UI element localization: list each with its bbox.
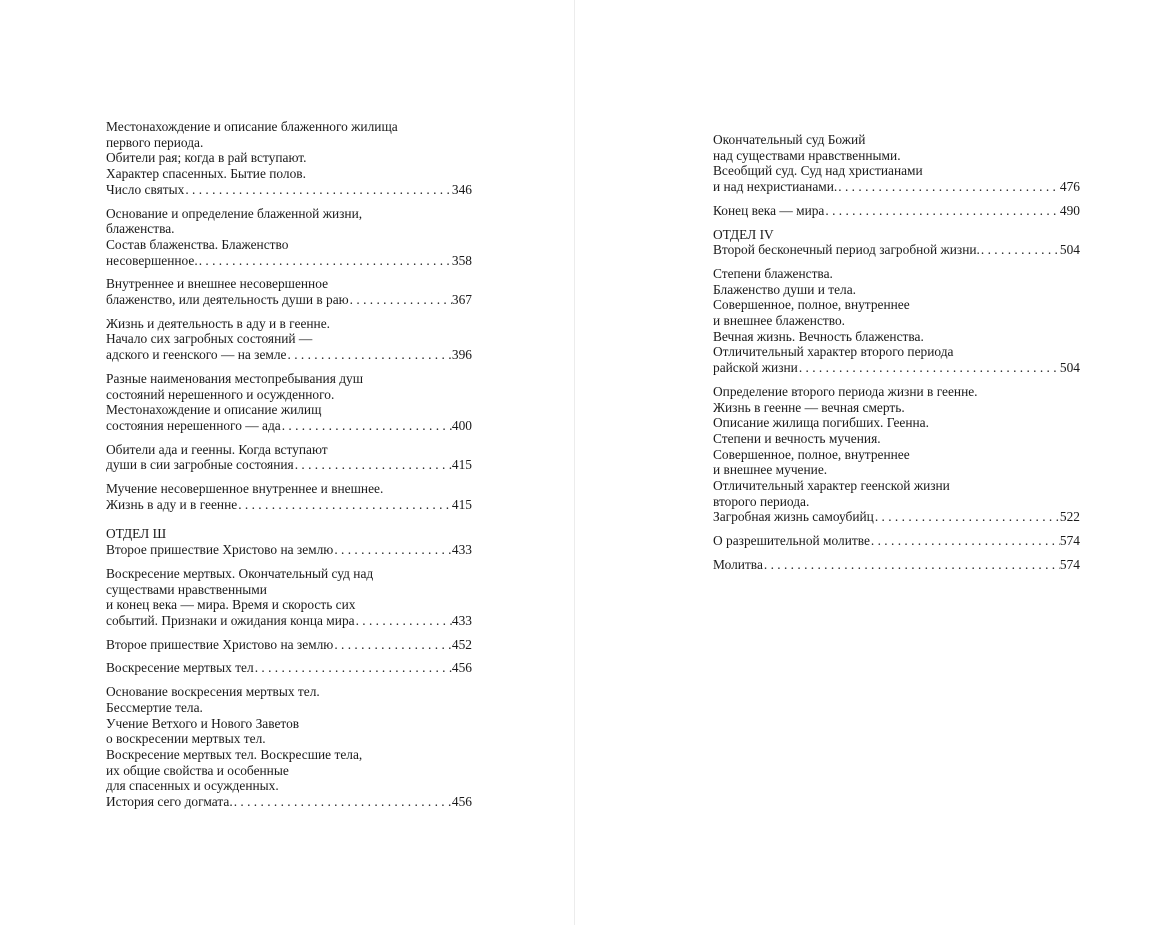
toc-entry[interactable] (106, 566, 472, 629)
toc-section-4 (713, 227, 1080, 573)
dot-leader (824, 203, 1060, 219)
toc-entry-line: и конец века — мира. Время и скорость сих (106, 597, 356, 613)
section-3-entries (106, 542, 472, 810)
dot-leader (184, 182, 452, 198)
toc-entry-title: О разрешительной молитве (713, 533, 870, 549)
toc-entry-leader-line (106, 347, 472, 363)
dot-leader (237, 497, 452, 513)
toc-entry[interactable] (713, 384, 1080, 525)
toc-entry[interactable] (713, 557, 1080, 573)
toc-entry-line: Жизнь в геенне — вечная смерть. (713, 399, 905, 415)
toc-entry-line: Обители рая; когда в рай вступают. (106, 150, 307, 166)
dot-leader (333, 637, 452, 653)
toc-entry-title: Второе пришествие Христово на землю (106, 542, 334, 558)
toc-entry-title: Молитва (713, 556, 763, 572)
toc-entry[interactable] (106, 371, 472, 434)
toc-page-number: 574 (1059, 556, 1080, 572)
toc-entry[interactable] (713, 203, 1080, 219)
toc-entry-title: История сего догмата. (106, 794, 233, 810)
toc-entry-title: Конец века — мира (713, 202, 825, 218)
toc-entry[interactable] (106, 542, 472, 558)
toc-entry-title: Жизнь в аду и в геенне (106, 496, 238, 512)
toc-entry[interactable] (106, 276, 472, 307)
toc-entry-title: райской жизни (713, 360, 798, 376)
toc-page-number: 476 (1059, 179, 1080, 195)
toc-entry-line: Определение второго периода жизни в геенне. (713, 383, 978, 399)
toc-entry-leader-line (713, 179, 1080, 195)
toc-page-number: 574 (1059, 533, 1080, 549)
toc-page-number: 490 (1059, 202, 1080, 218)
toc-page-number: 396 (451, 347, 472, 363)
dot-leader (763, 557, 1060, 573)
toc-entry-leader-line (106, 497, 472, 513)
toc-entry-leader-line (713, 203, 1080, 219)
toc-entry-line: Учение Ветхого и Нового Заветов (106, 715, 300, 731)
toc-page-number: 522 (1059, 509, 1080, 525)
toc-entry-title: и над нехристианами. (713, 179, 838, 195)
toc-section-3 (106, 526, 472, 809)
toc-entry-line: Начало сих загробных состояний — (106, 331, 313, 347)
toc-entry-line: их общие свойства и особенные (106, 762, 289, 778)
toc-entry-leader-line (106, 457, 472, 473)
toc-entry-leader-line (106, 660, 472, 676)
toc-page-number: 433 (451, 542, 472, 558)
dot-leader (254, 660, 452, 676)
toc-entry[interactable] (713, 132, 1080, 195)
dot-leader (294, 457, 452, 473)
toc-entry-title: Число святых (106, 181, 185, 197)
toc-entry-title: Второе пришествие Христово на землю (106, 636, 334, 652)
toc-entry-leader-line (106, 292, 472, 308)
toc-entry[interactable] (713, 242, 1080, 258)
toc-entry-line: Внутреннее и внешнее несовершенное (106, 276, 329, 292)
toc-entry-line: Состав блаженства. Блаженство (106, 236, 289, 252)
dot-leader (281, 418, 452, 434)
toc-entry-line: Всеобщий суд. Суд над христианами (713, 163, 923, 179)
toc-entry-leader-line (713, 557, 1080, 573)
toc-entry-line: Мучение несовершенное внутреннее и внешнее. (106, 481, 384, 497)
toc-entry-leader-line (106, 613, 472, 629)
toc-entry-leader-line (713, 533, 1080, 549)
toc-entry-line: Совершенное, полное, внутреннее (713, 297, 910, 313)
toc-entry[interactable] (106, 316, 472, 363)
toc-entry-line: Жизнь и деятельность в аду и в геенне. (106, 315, 331, 331)
toc-page-number: 358 (451, 252, 472, 268)
dot-leader (198, 253, 452, 269)
toc-entry[interactable] (106, 206, 472, 269)
toc-entry-title: несовершенное. (106, 252, 198, 268)
toc-entry[interactable] (713, 533, 1080, 549)
section-title: ОТДЕЛ Ш (106, 526, 167, 542)
toc-entry-line: о воскресении мертвых тел. (106, 731, 266, 747)
toc-entry-line: второго периода. (713, 493, 810, 509)
dot-leader (980, 242, 1060, 258)
toc-entry-line: и внешнее мучение. (713, 462, 828, 478)
dot-leader (333, 542, 452, 558)
toc-entry-line: Разные наименования местопребывания душ (106, 370, 364, 386)
toc-entry-line: Основание воскресения мертвых тел. (106, 684, 320, 700)
toc-entry-line: Основание и определение блаженной жизни, (106, 205, 363, 221)
toc-entry[interactable] (106, 637, 472, 653)
toc-entry-title: адского и геенского — на земле (106, 347, 287, 363)
toc-entry-line: состояний нерешенного и осужденного. (106, 386, 335, 402)
toc-left-entries (106, 119, 472, 512)
dot-leader (355, 613, 452, 629)
toc-entry-line: первого периода. (106, 134, 204, 150)
toc-page-number: 452 (451, 636, 472, 652)
toc-page-number: 346 (451, 181, 472, 197)
dot-leader (798, 360, 1060, 376)
toc-entry-line: Бессмертие тела. (106, 699, 203, 715)
toc-entry-line: Описание жилища погибших. Геенна. (713, 415, 929, 431)
toc-entry[interactable] (106, 684, 472, 810)
toc-entry-line: Окончательный суд Божий (713, 132, 866, 147)
toc-entry-title: событий. Признаки и ожидания конца мира (106, 612, 355, 628)
toc-entry-line: и внешнее блаженство. (713, 313, 846, 329)
toc-page-number: 456 (451, 660, 472, 676)
toc-entry-title: состояния нерешенного — ада (106, 417, 281, 433)
toc-entry[interactable] (106, 442, 472, 473)
toc-entry-leader-line (106, 794, 472, 810)
toc-entry-leader-line (713, 242, 1080, 258)
toc-left-column (106, 119, 472, 818)
toc-entry-line: Обители ада и геенны. Когда вступают (106, 441, 328, 457)
toc-entry-line: Вечная жизнь. Вечность блаженства. (713, 328, 924, 344)
toc-entry-leader-line (106, 253, 472, 269)
toc-entry-line: Совершенное, полное, внутреннее (713, 446, 910, 462)
section-4-entries (713, 242, 1080, 572)
toc-page-number: 400 (451, 417, 472, 433)
toc-entry-line: Воскресение мертвых тел. Воскресшие тела, (106, 746, 363, 762)
dot-leader (870, 533, 1060, 549)
toc-right-entries (713, 132, 1080, 219)
toc-page-number: 415 (451, 496, 472, 512)
dot-leader (874, 509, 1060, 525)
toc-entry-line: для спасенных и осужденных. (106, 778, 279, 794)
toc-entry-line: Местонахождение и описание жилищ (106, 402, 322, 418)
toc-entry[interactable] (106, 660, 472, 676)
toc-entry-title: Загробная жизнь самоубийц (713, 509, 874, 525)
section-title: ОТДЕЛ IV (713, 226, 774, 242)
toc-entry-line: Блаженство души и тела. (713, 281, 857, 297)
toc-entry-line: Воскресение мертвых. Окончательный суд над (106, 565, 374, 581)
toc-page-number: 415 (451, 457, 472, 473)
toc-entry-leader-line (106, 418, 472, 434)
toc-entry-leader-line (713, 509, 1080, 525)
toc-entry[interactable] (713, 266, 1080, 376)
toc-page-number: 504 (1059, 360, 1080, 376)
toc-page-number: 367 (451, 292, 472, 308)
toc-entry-line: Отличительный характер геенской жизни (713, 478, 950, 494)
toc-entry-line: Отличительный характер второго периода (713, 344, 954, 360)
toc-entry-line: Степени и вечность мучения. (713, 430, 881, 446)
toc-entry-line: над существами нравственными. (713, 147, 901, 163)
toc-entry[interactable] (106, 481, 472, 512)
toc-entry-title: Второй бесконечный период загробной жизни. (713, 242, 980, 258)
toc-entry-title: блаженство, или деятельность души в раю (106, 292, 349, 308)
toc-entry-line: Степени блаженства. (713, 265, 833, 281)
toc-page-number: 504 (1059, 242, 1080, 258)
dot-leader (837, 179, 1060, 195)
toc-entry-line: существами нравственными (106, 581, 267, 597)
toc-entry-leader-line (713, 360, 1080, 376)
dot-leader (287, 347, 452, 363)
toc-page-number: 456 (451, 794, 472, 810)
toc-entry-line: Характер спасенных. Бытие полов. (106, 166, 306, 182)
page-gutter (574, 0, 575, 925)
toc-entry-leader-line (106, 542, 472, 558)
toc-entry-leader-line (106, 637, 472, 653)
toc-entry[interactable] (106, 119, 472, 198)
toc-entry-title: души в сии загробные состояния (106, 457, 294, 473)
toc-right-column (713, 132, 1080, 581)
toc-page-number: 433 (451, 612, 472, 628)
dot-leader (349, 292, 452, 308)
toc-entry-line: Местонахождение и описание блаженного жилища (106, 119, 398, 134)
toc-entry-title: Воскресение мертвых тел (106, 660, 254, 676)
dot-leader (233, 794, 452, 810)
toc-entry-leader-line (106, 182, 472, 198)
toc-entry-line: блаженства. (106, 221, 175, 237)
